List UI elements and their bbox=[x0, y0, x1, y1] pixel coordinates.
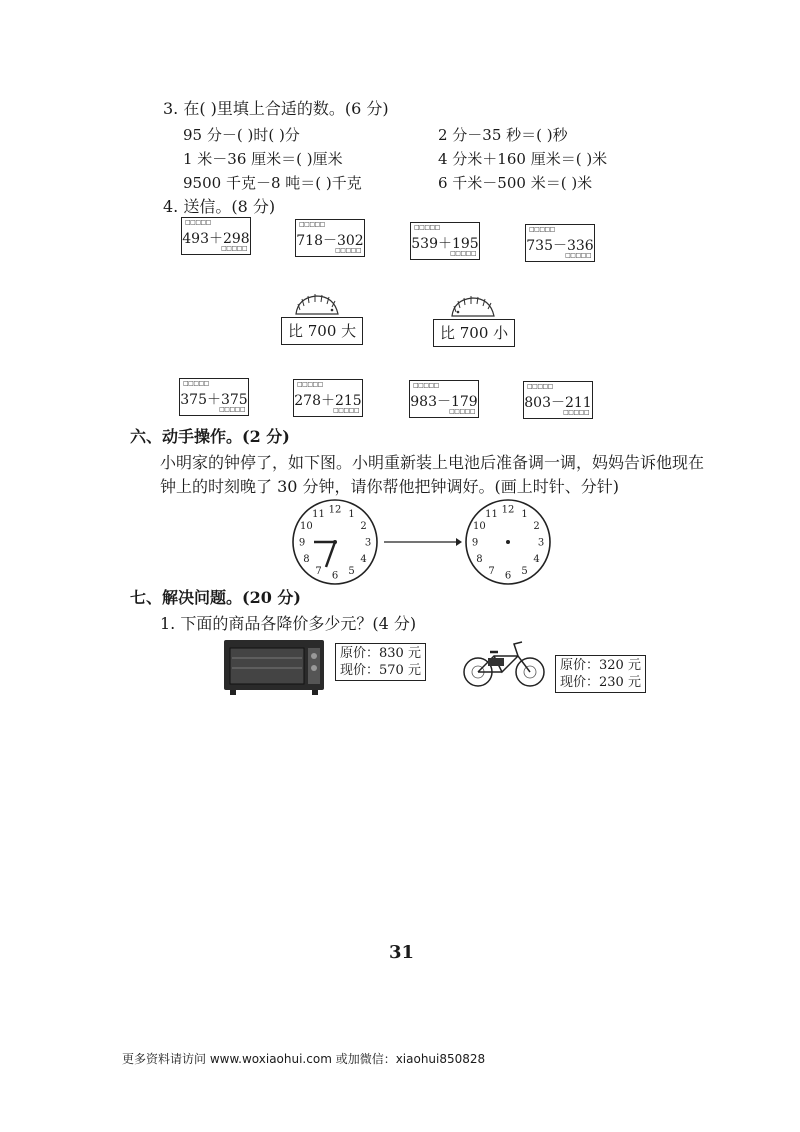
envelope-stamp: □□□□□ bbox=[299, 221, 325, 228]
envelope-expression: 375＋375 bbox=[180, 392, 248, 408]
section7-q1: 1. 下面的商品各降价多少元？(4 分) bbox=[160, 614, 417, 633]
clock-numeral: 6 bbox=[504, 570, 512, 582]
clock-numeral: 11 bbox=[485, 508, 498, 520]
envelope-bottom-1[interactable] bbox=[179, 378, 249, 416]
bicycle-price-tag bbox=[555, 655, 646, 693]
oven-icon bbox=[222, 636, 328, 698]
envelope-expression: 803－211 bbox=[524, 395, 592, 411]
oven-current-price: 现价：570 元 bbox=[340, 663, 421, 678]
oven-original-price: 原价：830 元 bbox=[340, 646, 421, 661]
envelope-stamp: □□□□□ bbox=[185, 219, 211, 226]
clock-numeral: 7 bbox=[488, 566, 495, 578]
envelope-stamp: □□□□□ bbox=[219, 406, 245, 413]
oven-price-tag bbox=[335, 643, 426, 681]
clock-numeral: 10 bbox=[300, 521, 313, 532]
clock-numeral: 10 bbox=[473, 521, 486, 532]
envelope-stamp: □□□□□ bbox=[335, 247, 361, 254]
bicycle-current-price: 现价：230 元 bbox=[560, 675, 641, 690]
envelope-stamp: □□□□□ bbox=[413, 382, 439, 389]
bicycle-icon bbox=[462, 638, 546, 690]
clock-numeral: 1 bbox=[521, 508, 528, 520]
envelope-expression: 735－336 bbox=[526, 238, 594, 254]
clock-numeral: 11 bbox=[312, 508, 325, 520]
q3-item-4: 4 分米＋160 厘米＝( )米 bbox=[438, 150, 608, 168]
envelope-stamp: □□□□□ bbox=[527, 383, 553, 390]
envelope-stamp: □□□□□ bbox=[529, 226, 555, 233]
envelope-expression: 983－179 bbox=[410, 394, 478, 410]
envelope-stamp: □□□□□ bbox=[297, 381, 323, 388]
clock-numeral: 3 bbox=[537, 537, 545, 549]
envelope-top-3[interactable] bbox=[410, 222, 480, 260]
minute-hand bbox=[326, 542, 335, 567]
answer-clock[interactable] bbox=[463, 497, 553, 587]
q3-item-3: 1 米－36 厘米＝( )厘米 bbox=[183, 150, 343, 168]
envelope-stamp: □□□□□ bbox=[449, 408, 475, 415]
clock-numeral: 9 bbox=[471, 537, 479, 549]
envelope-stamp: □□□□□ bbox=[450, 250, 476, 257]
bicycle-original-price: 原价：320 元 bbox=[560, 658, 641, 673]
envelope-stamp: □□□□□ bbox=[221, 245, 247, 252]
hedgehog-icon bbox=[448, 294, 498, 318]
q3-item-5: 9500 千克－8 吨＝( )千克 bbox=[183, 174, 362, 192]
q3-title: 3. 在( )里填上合适的数。(6 分) bbox=[163, 99, 389, 118]
mailbox-greater-than-700[interactable]: 比 700 大 bbox=[281, 317, 363, 345]
clock-numeral: 12 bbox=[328, 504, 342, 516]
mailbox-less-than-700[interactable]: 比 700 小 bbox=[433, 319, 515, 347]
footer-text: 更多资料请访问 www.woxiaohui.com 或加微信：xiaohui850828 bbox=[122, 1052, 486, 1066]
envelope-expression: 278＋215 bbox=[294, 393, 362, 409]
stopped-clock bbox=[290, 497, 380, 587]
envelope-stamp: □□□□□ bbox=[183, 380, 209, 387]
q3-item-1: 95 分－( )时( )分 bbox=[183, 126, 300, 144]
envelope-bottom-3[interactable] bbox=[409, 380, 479, 418]
clock-numeral: 8 bbox=[303, 554, 310, 565]
envelope-expression: 718－302 bbox=[296, 233, 364, 249]
envelope-bottom-2[interactable] bbox=[293, 379, 363, 417]
page-number: 31 bbox=[389, 942, 415, 963]
envelope-bottom-4[interactable] bbox=[523, 381, 593, 419]
envelope-stamp: □□□□□ bbox=[565, 252, 591, 259]
q4-title: 4. 送信。(8 分) bbox=[163, 197, 276, 216]
section6-title: 六、动手操作。(2 分) bbox=[130, 427, 290, 446]
section6-text-line1: 小明家的钟停了，如下图。小明重新装上电池后准备调一调，妈妈告诉他现在 bbox=[160, 453, 705, 472]
envelope-stamp: □□□□□ bbox=[563, 409, 589, 416]
clock-numeral: 5 bbox=[348, 566, 355, 578]
clock-numeral: 3 bbox=[364, 537, 372, 549]
envelope-stamp: □□□□□ bbox=[414, 224, 440, 231]
envelope-top-2[interactable] bbox=[295, 219, 365, 257]
section7-title: 七、解决问题。(20 分) bbox=[130, 588, 301, 607]
envelope-top-4[interactable] bbox=[525, 224, 595, 262]
arrow-icon bbox=[382, 537, 462, 547]
envelope-stamp: □□□□□ bbox=[333, 407, 359, 414]
clock-numeral: 12 bbox=[501, 504, 515, 516]
clock-numeral: 7 bbox=[315, 566, 322, 578]
hedgehog-icon bbox=[292, 292, 342, 316]
envelope-expression: 539＋195 bbox=[411, 236, 479, 252]
clock-numeral: 6 bbox=[331, 570, 339, 582]
clock-numeral: 2 bbox=[360, 521, 367, 532]
section6-text-line2: 钟上的时刻晚了 30 分钟，请你帮他把钟调好。(画上时针、分针) bbox=[160, 477, 620, 496]
clock-numeral: 4 bbox=[360, 554, 367, 565]
clock-numeral: 5 bbox=[521, 566, 528, 578]
clock-numeral: 8 bbox=[476, 554, 483, 565]
q3-item-2: 2 分－35 秒＝( )秒 bbox=[438, 126, 568, 144]
clock-numeral: 2 bbox=[533, 521, 540, 532]
clock-numeral: 1 bbox=[348, 508, 355, 520]
clock-numeral: 9 bbox=[298, 537, 306, 549]
envelope-top-1[interactable] bbox=[181, 217, 251, 255]
clock-numeral: 4 bbox=[533, 554, 540, 565]
envelope-expression: 493＋298 bbox=[182, 231, 250, 247]
q3-item-6: 6 千米－500 米＝( )米 bbox=[438, 174, 593, 192]
